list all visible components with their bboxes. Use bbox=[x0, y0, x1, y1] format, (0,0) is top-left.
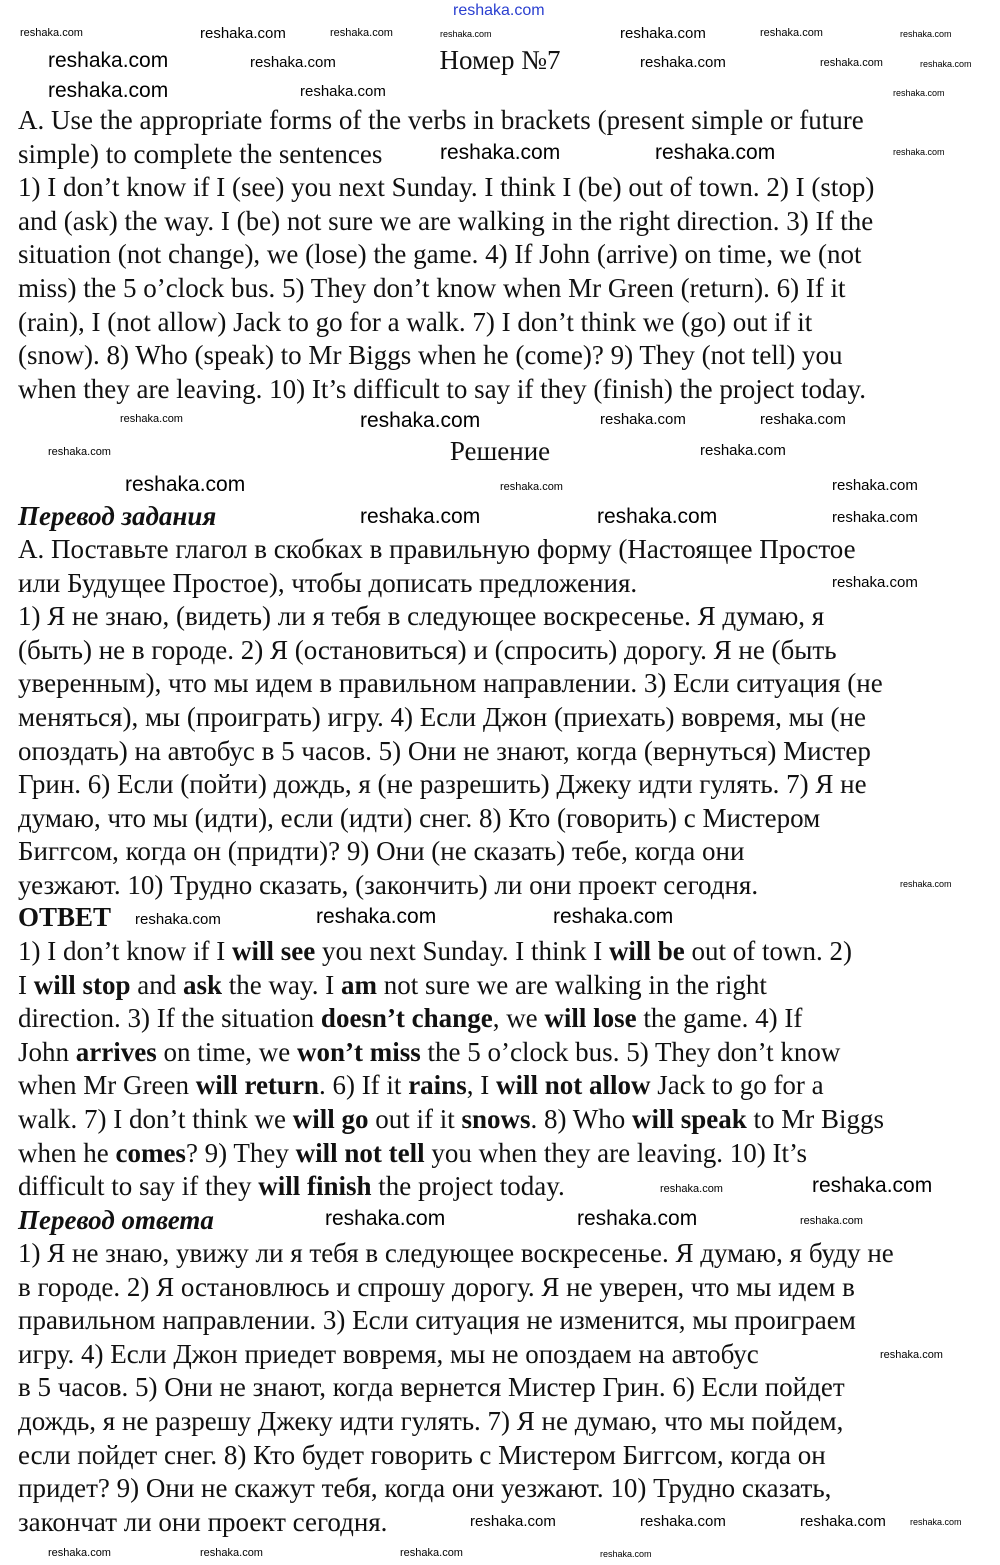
text-line: A. Use the appropriate forms of the verbs in brackets (present simple or future bbox=[18, 105, 864, 135]
text-line: в 5 часов. 5) Они не знают, когда вернется Мистер Грин. 6) Если пойдет bbox=[18, 1372, 845, 1403]
watermark: reshaka.com bbox=[820, 57, 883, 69]
solution-heading: Решение bbox=[449, 436, 551, 466]
answer-verb: will not tell bbox=[295, 1137, 425, 1168]
watermark: reshaka.com bbox=[470, 1513, 556, 1530]
text-segment: you next Sunday. I think I bbox=[315, 936, 609, 966]
text-line bbox=[18, 935, 852, 969]
text-segment: difficult to say if they bbox=[18, 1171, 259, 1202]
watermark: reshaka.com bbox=[330, 27, 393, 39]
text-segment: 1) I don’t know if I bbox=[18, 936, 232, 966]
text-line: меняться), мы (проиграть) игру. 4) Если Джон (приехать) вовремя, мы (не bbox=[18, 701, 866, 732]
text-line bbox=[18, 969, 767, 1003]
answer-verb: arrives bbox=[75, 1036, 157, 1067]
text-line bbox=[18, 1137, 807, 1171]
task-translation-heading: Перевод задания bbox=[18, 501, 217, 531]
watermark: reshaka.com bbox=[760, 411, 846, 428]
watermark: reshaka.com bbox=[660, 1183, 723, 1195]
answer-verb: will stop bbox=[33, 969, 131, 1000]
text-segment: when he bbox=[18, 1137, 116, 1168]
text-segment: . 8) Who bbox=[530, 1103, 633, 1134]
watermark: reshaka.com bbox=[125, 473, 246, 496]
text-line: miss) the 5 o’clock bus. 5) They don’t know when Mr Green (return). 6) If it bbox=[18, 272, 846, 303]
answer-verb: will not allow bbox=[495, 1070, 651, 1101]
watermark: reshaka.com bbox=[812, 1174, 933, 1197]
text-line: 1) Я не знаю, (видеть) ли я тебя в следующее воскресенье. Я думаю, я bbox=[18, 601, 825, 632]
watermark: reshaka.com bbox=[600, 411, 686, 428]
watermark: reshaka.com bbox=[316, 905, 437, 928]
text-segment: when Mr Green bbox=[18, 1070, 196, 1101]
text-segment: John bbox=[18, 1036, 76, 1067]
text-line: Грин. 6) Если (пойти) дождь, я (не разрешить) Джеку идти гулять. 7) Я не bbox=[18, 769, 867, 800]
answer-translation-heading: Перевод ответа bbox=[18, 1205, 214, 1235]
watermark: reshaka.com bbox=[360, 505, 481, 528]
text-segment: the 5 o’clock bus. 5) They don’t know bbox=[420, 1036, 841, 1067]
text-line: опоздать) на автобус в 5 часов. 5) Они не знают, когда (вернуться) Мистер bbox=[18, 735, 871, 766]
text-segment: . 6) If it bbox=[318, 1070, 409, 1101]
watermark: reshaka.com bbox=[48, 79, 169, 102]
text-line bbox=[18, 1069, 824, 1103]
watermark: reshaka.com bbox=[800, 1513, 886, 1530]
answer-verb: will go bbox=[292, 1103, 369, 1134]
watermark: reshaka.com bbox=[200, 1547, 263, 1559]
watermark: reshaka.com bbox=[500, 481, 563, 493]
answer-verb: will speak bbox=[632, 1103, 747, 1134]
answer-verb: will finish bbox=[258, 1171, 372, 1202]
answer-verb: will lose bbox=[544, 1003, 637, 1034]
text-line: игру. 4) Если Джон приедет вовремя, мы не опоздаем на автобус bbox=[18, 1338, 759, 1369]
watermark: reshaka.com bbox=[760, 27, 823, 39]
text-line bbox=[18, 1170, 565, 1204]
text-segment: out of town. 2) bbox=[684, 936, 852, 966]
text-segment: to Mr Biggs bbox=[746, 1103, 885, 1134]
answer-verb: won’t miss bbox=[296, 1036, 421, 1067]
answer-verb: doesn’t change bbox=[320, 1003, 493, 1034]
watermark: reshaka.com bbox=[700, 442, 786, 459]
watermark: reshaka.com bbox=[400, 1547, 463, 1559]
text-segment: out if it bbox=[368, 1103, 462, 1134]
answer-verb: ask bbox=[183, 969, 223, 1000]
answer-text bbox=[18, 935, 884, 1204]
text-line: думаю, что мы (идти), если (идти) снег. 8) Кто (говорить) с Мистером bbox=[18, 802, 821, 833]
text-segment: I bbox=[18, 969, 34, 1000]
text-segment: walk. 7) I don’t think we bbox=[18, 1103, 293, 1134]
watermark: reshaka.com bbox=[325, 1207, 446, 1230]
watermark: reshaka.com bbox=[640, 1513, 726, 1530]
watermark: reshaka.com bbox=[553, 905, 674, 928]
watermark: reshaka.com bbox=[577, 1207, 698, 1230]
text-line bbox=[18, 1002, 802, 1036]
text-segment: the game. 4) If bbox=[636, 1003, 803, 1034]
text-segment: direction. 3) If the situation bbox=[18, 1003, 321, 1034]
watermark: reshaka.com bbox=[880, 1349, 943, 1361]
watermark: reshaka.com bbox=[120, 413, 183, 425]
answer-verb: am bbox=[341, 969, 378, 1000]
text-line: (rain), I (not allow) Jack to go for a walk. 7) I don’t think we (go) out if it bbox=[18, 306, 813, 337]
watermark: reshaka.com bbox=[48, 446, 111, 458]
text-line: если пойдет снег. 8) Кто будет говорить с Мистером Биггсом, когда он bbox=[18, 1439, 826, 1470]
answer-verb: will see bbox=[231, 936, 316, 966]
text-line: Биггсом, когда он (придти)? 9) Они (не сказать) тебе, когда они bbox=[18, 836, 745, 867]
watermark: reshaka.com bbox=[920, 59, 972, 69]
answer-heading: ОТВЕТ bbox=[18, 902, 112, 932]
watermark: reshaka.com bbox=[48, 1547, 111, 1559]
watermark: reshaka.com bbox=[20, 27, 83, 39]
text-line: уверенным), что мы идем в правильном направлении. 3) Если ситуация (не bbox=[18, 668, 883, 699]
watermark: reshaka.com bbox=[893, 147, 945, 157]
text-line: А. Поставьте глагол в скобках в правильную форму (Настоящее Простое bbox=[18, 534, 856, 564]
watermark: reshaka.com bbox=[300, 83, 386, 100]
watermark: reshaka.com bbox=[360, 409, 481, 432]
page-title: Номер №7 bbox=[439, 45, 561, 75]
text-line: (snow). 8) Who (speak) to Mr Biggs when he (come)? 9) They (not tell) you bbox=[18, 340, 843, 371]
text-line bbox=[18, 1036, 840, 1070]
watermark: reshaka.com bbox=[597, 505, 718, 528]
watermark: reshaka.com bbox=[48, 49, 169, 72]
watermark: reshaka.com bbox=[655, 141, 776, 164]
watermark: reshaka.com bbox=[620, 25, 706, 42]
answer-translation-text bbox=[18, 1237, 894, 1539]
answer-verb: rains bbox=[408, 1070, 467, 1101]
text-segment: , we bbox=[492, 1003, 545, 1034]
text-segment: the project today. bbox=[371, 1171, 565, 1202]
watermark: reshaka.com bbox=[900, 29, 952, 39]
text-line: (быть) не в городе. 2) Я (остановиться) и (спросить) дорогу. Я не (быть bbox=[18, 634, 837, 665]
text-segment: and bbox=[130, 969, 184, 1000]
text-segment: on time, we bbox=[156, 1036, 297, 1067]
text-line: уезжают. 10) Трудно сказать, (закончить) ли они проект сегодня. bbox=[18, 869, 759, 900]
text-line: simple) to complete the sentences bbox=[18, 138, 383, 169]
watermark: reshaka.com bbox=[800, 1215, 863, 1227]
text-line: and (ask) the way. I (be) not sure we are walking in the right direction. 3) If the bbox=[18, 205, 874, 236]
text-segment: not sure we are walking in the right bbox=[377, 969, 767, 1000]
text-line: situation (not change), we (lose) the game. 4) If John (arrive) on time, we (not bbox=[18, 239, 862, 270]
watermark: reshaka.com bbox=[832, 509, 918, 526]
task-translation-text bbox=[18, 533, 883, 903]
text-line: придет? 9) Они не скажут тебя, когда они уезжают. 10) Трудно сказать, bbox=[18, 1473, 832, 1504]
text-segment: , I bbox=[466, 1070, 496, 1101]
text-line: закончат ли они проект сегодня. bbox=[18, 1506, 388, 1537]
answer-verb: comes bbox=[115, 1137, 186, 1168]
text-line: в городе. 2) Я остановлюсь и спрошу дорогу. Я не уверен, что мы идем в bbox=[18, 1271, 855, 1302]
text-line: when they are leaving. 10) It’s difficult to say if they (finish) the project today. bbox=[18, 373, 867, 404]
watermark: reshaka.com bbox=[832, 574, 918, 591]
watermark: reshaka.com bbox=[440, 141, 561, 164]
watermark: reshaka.com bbox=[440, 29, 492, 39]
answer-verb: will return bbox=[195, 1070, 319, 1101]
text-line bbox=[18, 1103, 884, 1137]
watermark: reshaka.com bbox=[250, 54, 336, 71]
text-segment: Jack to go for a bbox=[650, 1070, 824, 1101]
answer-verb: snows bbox=[461, 1103, 531, 1134]
watermark: reshaka.com bbox=[135, 911, 221, 928]
text-line: правильном направлении. 3) Если ситуация не изменится, мы проиграем bbox=[18, 1305, 856, 1336]
watermark: reshaka.com bbox=[200, 25, 286, 42]
watermark-top[interactable]: reshaka.com bbox=[453, 2, 545, 19]
text-line: или Будущее Простое), чтобы дописать предложения. bbox=[18, 567, 638, 598]
answer-verb: will be bbox=[608, 936, 685, 966]
watermark: reshaka.com bbox=[640, 54, 726, 71]
text-segment: ? 9) They bbox=[185, 1137, 296, 1168]
watermark: reshaka.com bbox=[832, 477, 918, 494]
text-line: дождь, я не разрешу Джеку идти гулять. 7) Я не думаю, что мы пойдем, bbox=[18, 1405, 844, 1436]
watermark: reshaka.com bbox=[900, 879, 952, 889]
text-segment: you when they are leaving. 10) It’s bbox=[424, 1137, 808, 1168]
watermark: reshaka.com bbox=[910, 1517, 962, 1527]
watermark: reshaka.com bbox=[893, 88, 945, 98]
watermark: reshaka.com bbox=[600, 1549, 652, 1559]
text-segment: the way. I bbox=[222, 969, 342, 1000]
text-line: 1) I don’t know if I (see) you next Sunday. I think I (be) out of town. 2) I (stop) bbox=[18, 172, 875, 203]
text-line: 1) Я не знаю, увижу ли я тебя в следующее воскресенье. Я думаю, я буду не bbox=[18, 1238, 894, 1268]
